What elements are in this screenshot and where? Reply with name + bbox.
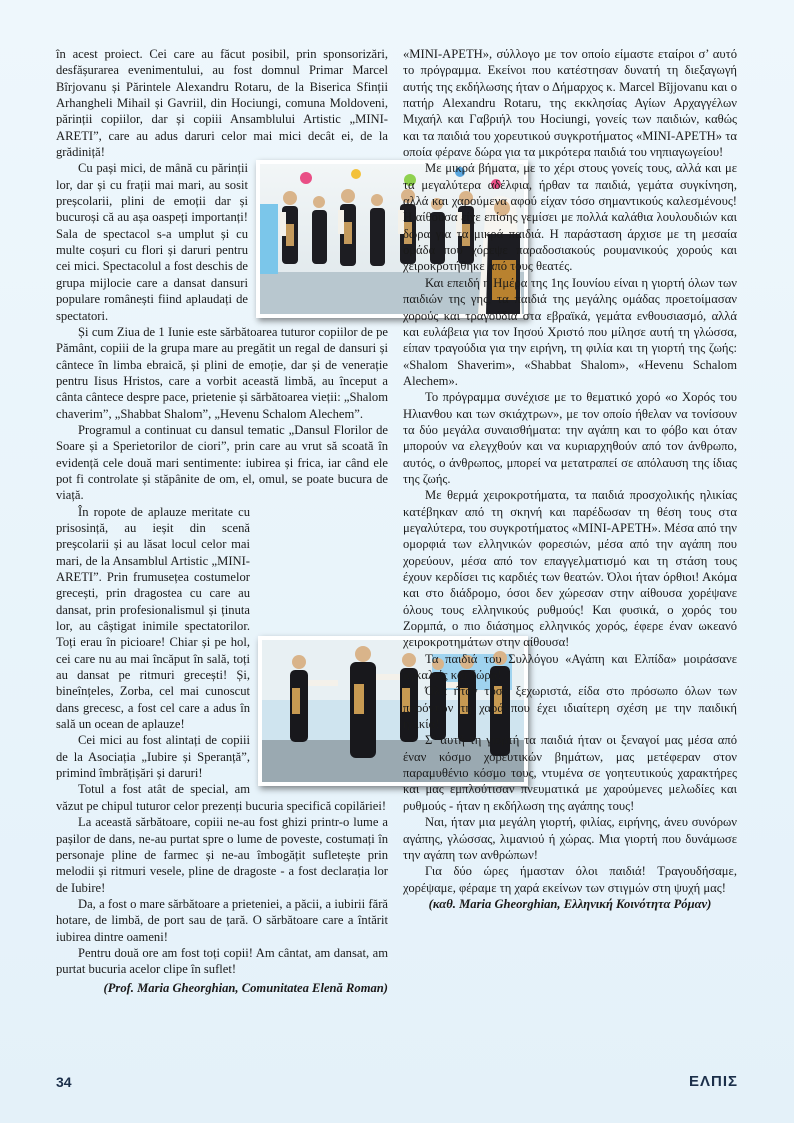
page-number: 34 [56,1074,72,1090]
paragraph: Cu pași mici, de mână cu părinții lor, dar și cu frații mai mari, au sosit preșcolarii, plini de emoții dar și bucuroși că au așa oaspeți importanți! Sala de spectacol s-a umplut și cu multe coșuri cu flori și daruri pentru cei mici. Spectacolul a fost deschis de grupa mijlocie care a dansat dansuri populare românești fiind aplaudați de spectatori. [56,161,248,323]
paragraph: Σ’ αυτή τη γιορτή τα παιδιά ήταν οι ξεναγοί μας μέσα από έναν κόσμο χορευτικών βημάτων, μας μετέφεραν στον παραμυθένιο κόσμο τους, ντυμένα σε γοητευτικούς χαρακτήρες και μας εμπλούτισαν πνευματικά με χαρούμενες μελωδίες και ρυθμούς - ήταν η εκδήλωση της αγάπης τους! [403,733,737,813]
paragraph: Ναι, ήταν μια μεγάλη γιορτή, φιλίας, ειρήνης, άνευ συνόρων αγάπης, γλώσσας, λιμανιού ή χώρας. Μια γιορτή που δυνάμωσε την αγάπη των ανθρώπων! [403,815,737,862]
greek-column [403,46,737,912]
paragraph: În ropote de aplauze meritate cu prisosință, au ieșit din scenă preșcolarii și au lăsat locul celor mai mari, de la Ansamblul Artistic „MINI-ARETI”. Prin frumusețea costumelor grecești, prin dragostea cu care au dansat, prin profesionalismul și ținuta lor, au câștigat inimile spectatorilor. Toți erau în picioare! Chiar și pe hol, cei care nu au mai încăput în sală, toți au dansat pe ritmuri grecești! Și, bineînțeles, Zorba, cel mai cunoscut dans grecesc, a fost cel care a adus în sală un ocean de aplauze! [56,504,250,732]
paragraph: Și cum Ziua de 1 Iunie este sărbătoarea tuturor copiilor de pe Pământ, copiii de la grupa mare au pregătit un regal de dansuri și cântece în limba ebraică, și plini de emoție, dar și de venerație pentru Iisus Hristos, care a vorbit această limbă, au început a cânta cântece despre pace, prietenie și sărbătoarea vieții: „Shalom chaverim”, „Shabbat Shalom”, „Hevenu Schalom Alechem”. [56,324,388,421]
magazine-title: ΕΛΠΙΣ [688,1073,738,1090]
paragraph: Da, a fost o mare sărbătoare a prieteniei, a păcii, a iubirii fără hotare, de limbă, de port sau de țară. O sărbătoare care a întărit iubirea dintre oameni! [56,896,388,944]
paragraph: Τα παιδιά του Συλλόγου «Αγάπη και Ελπίδα» μοιράσανε αγκαλιές και δώρα! [403,651,737,683]
paragraph: Το πρόγραμμα συνέχισε με το θεματικό χορό «ο Χορός του Ηλιανθου και των σκιάχτρων», με τον οποίο ήθελαν να τονίσουν τα δύο μεγάλα συναισθήματα: την αγάπη και το φόβο και όταν μπορούν να ελεγχθούν και να κυριαρχηθούν από τον άνθρωπο, αυτός, ο άνθρωπος, μπορεί να μετατραπεί σε απόλαυση της ίδιας της ζωής. [403,390,737,486]
paragraph: Για δύο ώρες ήμασταν όλοι παιδιά! Τραγουδήσαμε, χορέψαμε, φέραμε τη χαρά εκείνων των στιγμών στη ψυχή μας! [403,864,737,895]
paragraph: în acest proiect. Cei care au făcut posibil, prin sponsorizări, desfășurarea evenimentului, au fost domnul Primar Marcel Bîrjovanu și Părintele Alexandru Rotaru, de la Biserica Sfinții Arhangheli Mihail și Gavriil, din Hociungi, comuna Moldoveni, părinții copiilor, dar și copiii Ansamblului Artistic „MINI-ARETI”, care au adus daruri celor mai mici decât ei, de la grădiniță! [56,47,388,160]
paragraph: Όλα ήταν τόσο ξεχωριστά, είδα στο πρόσωπο όλων των παρόντων τη χαρά που έχει ιδιαίτερη σχέση με την παιδική ηλικία! [403,684,737,732]
paragraph: La această sărbătoare, copiii ne-au fost ghizi printr-o lume a pașilor de dans, ne-au purtat spre o lume de poveste, costumați în personaje pline de farmec și ne-au îmbogățit sufletește prin melodii și ritmuri vesele, pline de dragoste - a fost declarația lor de Iubire! [56,815,388,895]
paragraph: Με μικρά βήματα, με το χέρι στους γονείς τους, αλλά και με τα μεγαλύτερα αδέλφια, ήρθαν τα παιδιά, γεμάτα συγκίνηση, αλλά και χαρούμενα αφού είχαν τόσο σημαντικούς καλεσμένους! Η αίθουσα είχε επίσης γεμίσει με πολλά καλάθια λουλουδιών και δώρα για τα μικρά παιδιά. Η παράσταση άρχισε με τη μεσαία ομάδα που χόρεψε παραδοσιακούς ρουμανικούς χορούς και χειροκροτήθηκε από τους θεατές. [403,161,737,274]
author-signature: (καθ. Maria Gheorghian, Ελληνική Κοινότητα Ρόμαν) [428,896,712,911]
author-signature: (Prof. Maria Gheorghian, Comunitatea Elenă Roman) [103,980,388,995]
paragraph: Και επειδή η Ημέρα της 1ης Ιουνίου είναι η γιορτή όλων των παιδιών της γης, τα παιδιά της μεγάλης ομάδας προετοίμασαν χορούς και τραγούδια στα εβραϊκά, γεμάτα ενθουσιασμό, αλλά και ευλάβεια για τον Ιησού Χριστό που μίλησε αυτή τη γλώσσα, είπαν τραγούδια για την ειρήνη, τη φιλία και τη γιορτή της ζωής: «Shalom Shaverim», «Shabbat Shalom», «Hevenu Schalom Alechem». [403,275,737,388]
paragraph: Totul a fost atât de special, am văzut pe chipul tuturor celor prezenți bucuria specifică copilăriei! [56,782,387,813]
paragraph: Με θερμά χειροκροτήματα, τα παιδιά προσχολικής ηλικίας κατέβηκαν από τη σκηνή και παρέδωσαν τη θέση τους στα μεγαλύτερα, του συγκροτήματος «MINI-ΑΡΕΤΗ». Μέσα από την ομορφιά των ελληνικών φορεσιών, μέσα από την αγάπη που χορεύουν, μέσα από τον επαγγελματισμό και τη στάση τους έχουν κερδίσει τις καρδιές των θεατών. Όλοι ήταν όρθιοι! Ακόμα και στο διάδρομο, όσοι δεν χώρεσαν στην αίθουσα χορέψανε όλους τους ελληνικούς ρυθμούς! Και φυσικά, ο χορός του Ζορμπά, ο πιο διάσημος ελληνικός χορός, έφερε έναν ωκεανό χειροκροτημάτων στην αίθουσα! [403,488,737,650]
paragraph: «MINI-ΑΡΕΤΗ», σύλλογο με τον οποίο είμαστε εταίροι σ’ αυτό το πρόγραμμα. Εκείνοι που κατέστησαν δυνατή τη διεξαγωγή αυτής της εκδήλωσης ήταν ο Δήμαρχος κ. Marcel Bîjjovanu και ο πατήρ Alexandru Rotaru, της εκκλησίας Αγίων Αρχαγγέλων Μιχαήλ και Γαβριήλ του Hociungi, γονείς των παιδιών, καθώς και τα παιδιά του χορευτικού συγκροτήματος «MINI-ΑΡΕΤΗ» τα οποία φέρανε δώρα για τα μικρότερα παιδιά του νηπιαγωγείου! [403,47,737,160]
paragraph: Programul a continuat cu dansul tematic „Dansul Florilor de Soare și a Sperietorilor de ciori”, prin care au vrut să scoată în evidență cele două mari sentimente: iubirea și frica, iar când ele pot fi controlate și stăpânite de om, el, omul, se poate bucura de viață. [56,422,388,503]
romanian-column [56,46,388,996]
paragraph: Pentru două ore am fost toți copii! Am cântat, am dansat, am purtat bucuria acelor clipe în suflet! [56,945,388,977]
paragraph: Cei mici au fost alintați de copiii de la Asociația „Iubire și Speranță”, primind îmbrățișări și daruri! [56,733,250,781]
